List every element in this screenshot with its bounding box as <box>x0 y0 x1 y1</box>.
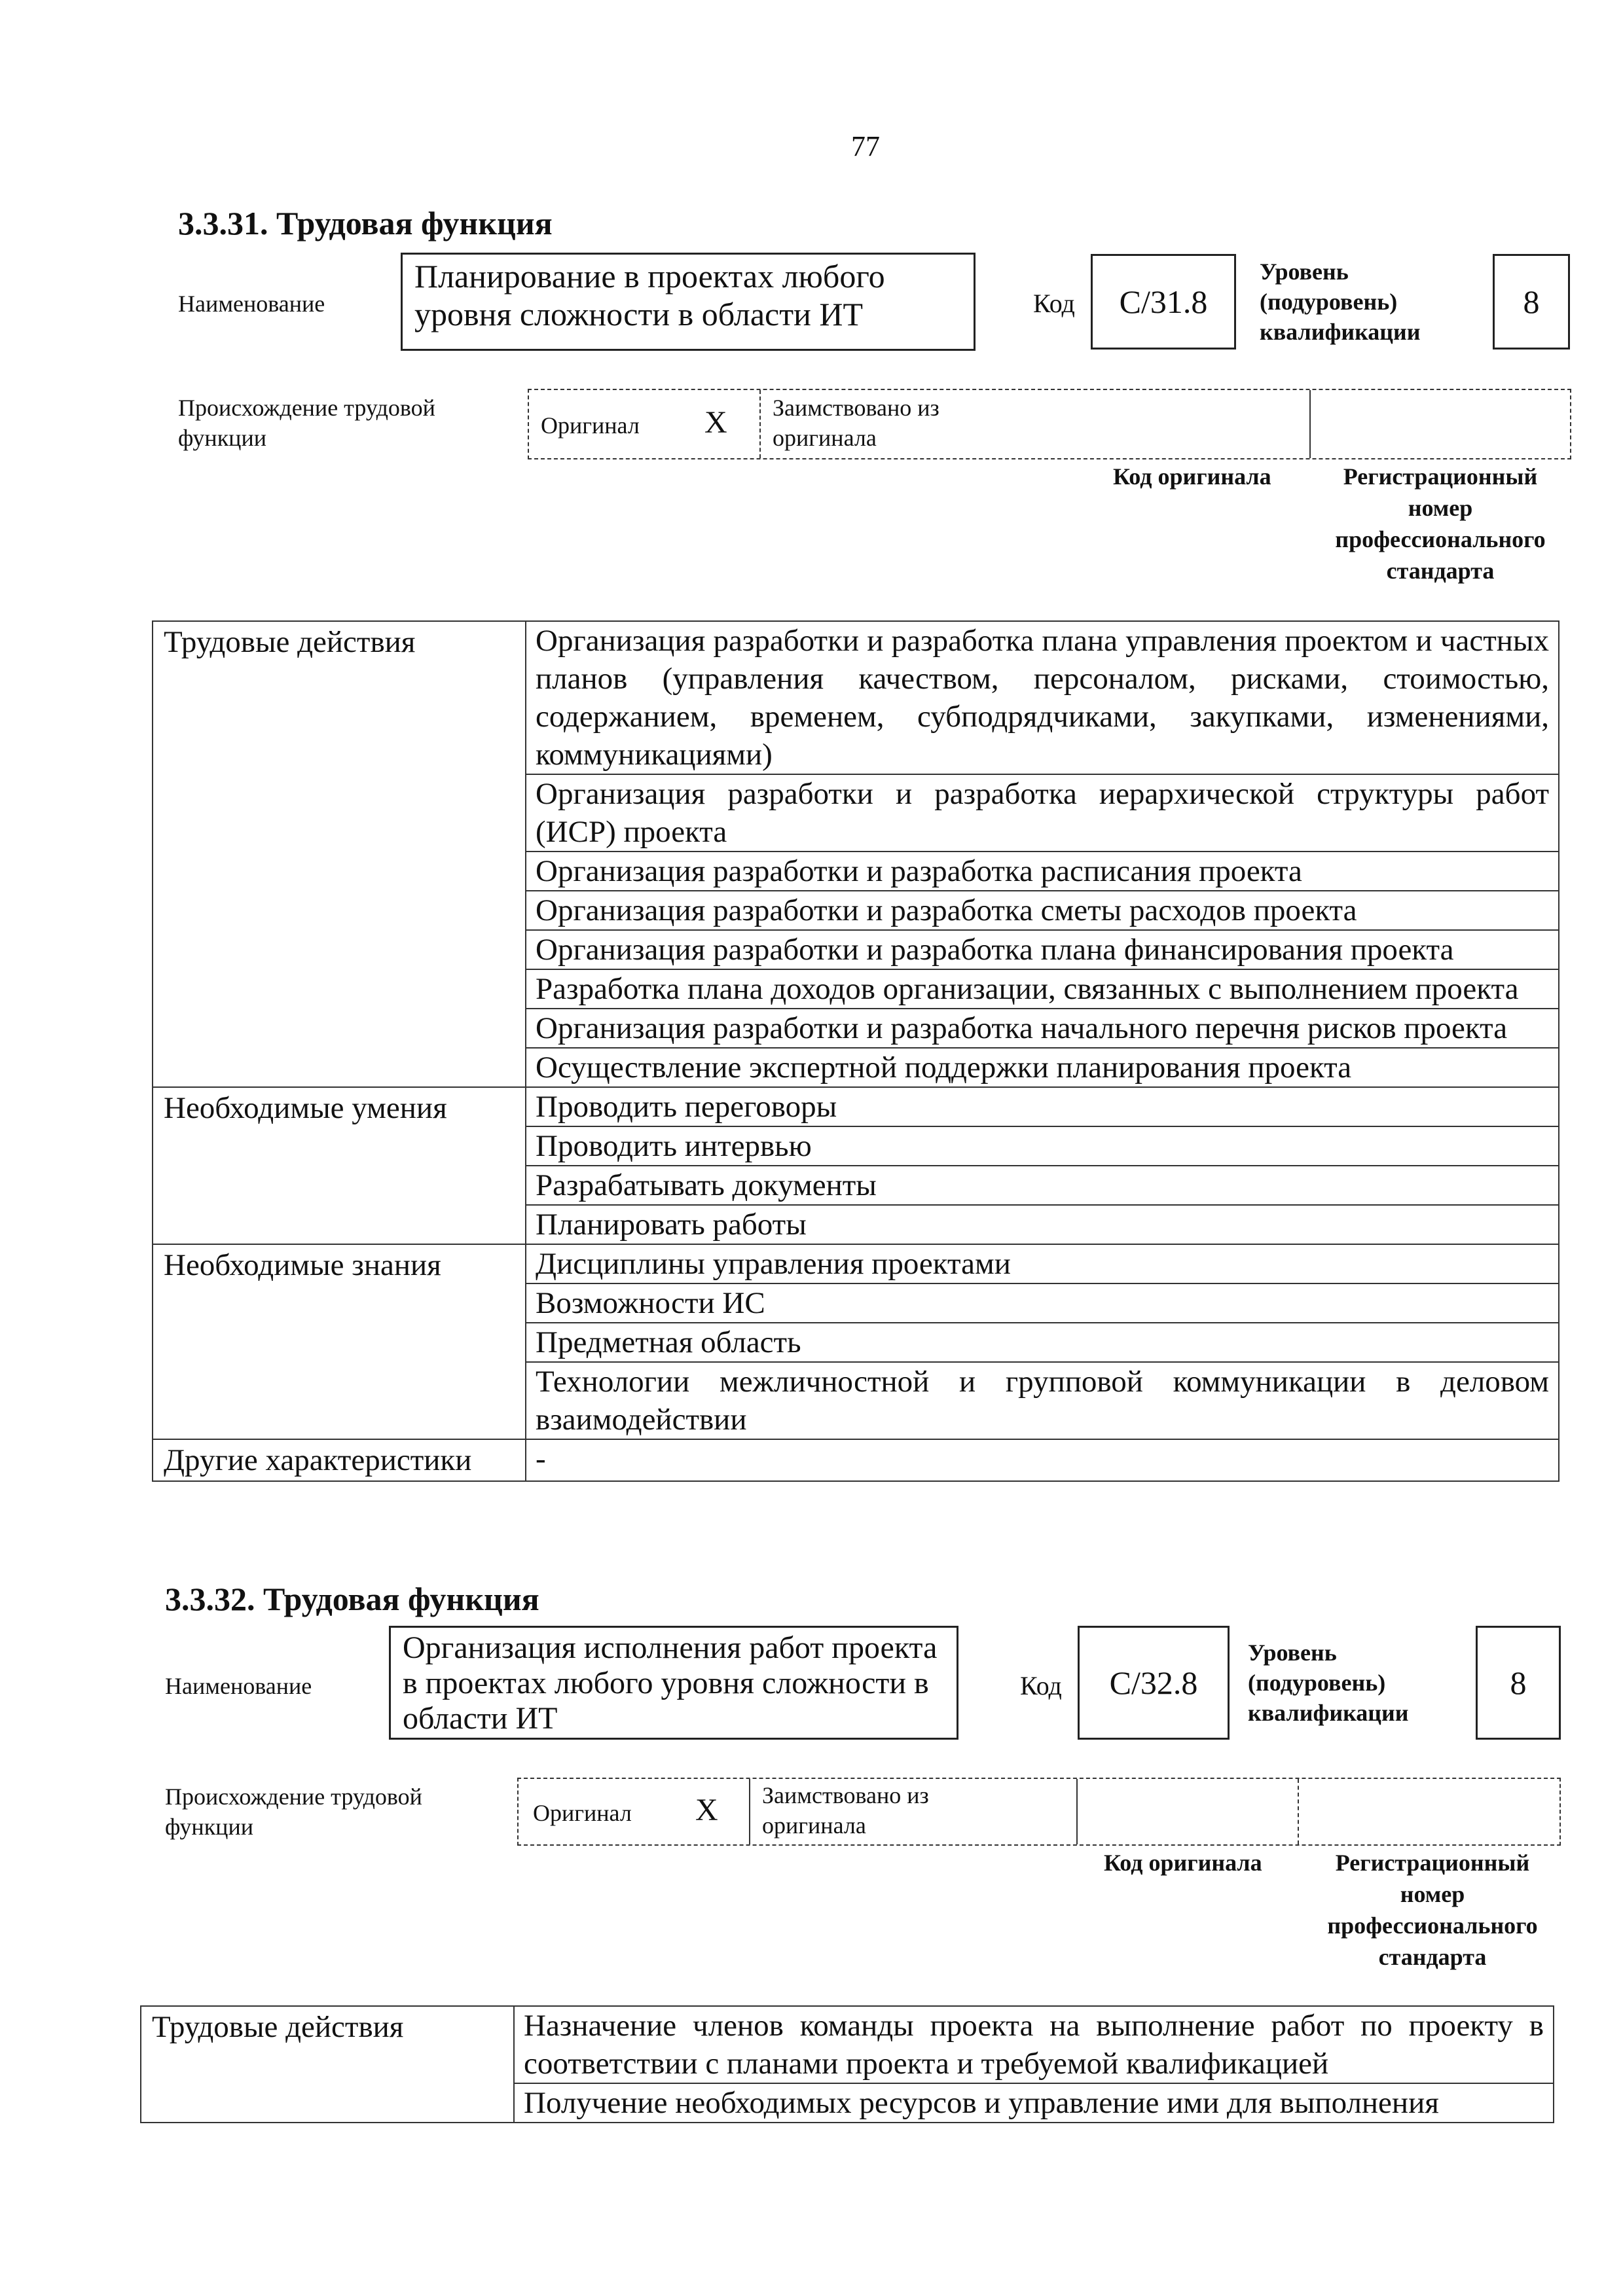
level-value: 8 <box>1510 1664 1527 1701</box>
origin-table <box>517 1778 1561 1846</box>
table-row <box>153 621 1559 774</box>
row-label: Трудовые действия <box>141 2006 514 2123</box>
code-value: C/32.8 <box>1109 1664 1198 1701</box>
divider <box>1076 1779 1079 1844</box>
row-label: Необходимые умения <box>153 1087 526 1244</box>
name-label: Наименование <box>178 291 325 317</box>
code-label: Код <box>1020 1671 1062 1700</box>
table-row <box>153 1244 1559 1283</box>
original-code-label: Код оригинала <box>1104 1850 1262 1876</box>
original-code-label: Код оригинала <box>1113 463 1271 490</box>
function-name-box <box>389 1626 958 1740</box>
origin-label: Происхождение трудовой функции <box>178 395 435 451</box>
table-cell: Организация разработки и разработка плана финансирования проекта <box>526 930 1559 969</box>
function-name-box <box>401 253 976 351</box>
divider <box>759 390 762 458</box>
original-mark: X <box>695 1793 718 1827</box>
table-cell: Разрабатывать документы <box>526 1166 1559 1205</box>
original-label: Оригинал <box>533 1800 632 1826</box>
table-cell: Возможности ИС <box>526 1283 1559 1323</box>
level-label: Уровень (подуровень) квалификации <box>1248 1640 1409 1726</box>
table-cell: Разработка плана доходов организации, связанных с выполнением проекта <box>526 969 1559 1009</box>
reg-number-label: Регистрационный номер профессионального стандарта <box>1335 463 1546 584</box>
table-cell: Технологии межличностной и групповой коммуникации в деловом взаимодействии <box>526 1362 1559 1439</box>
table-row <box>153 1087 1559 1126</box>
level-value: 8 <box>1523 283 1540 320</box>
origin-table <box>528 389 1571 459</box>
section-title: 3.3.32. Трудовая функция <box>165 1581 539 1617</box>
row-label: Другие характеристики <box>153 1439 526 1481</box>
table-cell: Организация разработки и разработка плана управления проектом и частных планов (управления качеством, персоналом, рисками, стоимостью, содержанием, временем, субподрядчиками, закупками, изменениями, коммуникациями) <box>526 621 1559 774</box>
table-cell: Планировать работы <box>526 1205 1559 1244</box>
table-cell: Дисциплины управления проектами <box>526 1244 1559 1283</box>
work-function-table <box>140 2005 1554 2123</box>
code-value: C/31.8 <box>1119 283 1208 320</box>
section-title: 3.3.31. Трудовая функция <box>178 205 553 242</box>
table-cell: Предметная область <box>526 1323 1559 1362</box>
table-cell: Проводить интервью <box>526 1126 1559 1166</box>
page-number: 77 <box>851 130 880 162</box>
reg-number-label: Регистрационный номер профессионального стандарта <box>1327 1850 1538 1970</box>
table-row <box>141 2006 1554 2083</box>
borrowed-label: Заимствовано из оригинала <box>773 395 939 451</box>
table-row <box>153 1439 1559 1481</box>
work-function-table <box>152 620 1559 1482</box>
level-label: Уровень (подуровень) квалификации <box>1260 259 1421 345</box>
divider <box>1309 390 1312 458</box>
table-cell: Получение необходимых ресурсов и управление ими для выполнения <box>514 2083 1554 2123</box>
function-name: Планирование в проектах любого уровня сложности в области ИТ <box>414 258 885 332</box>
table-cell: Организация разработки и разработка начального перечня рисков проекта <box>526 1009 1559 1048</box>
level-box <box>1476 1626 1561 1740</box>
code-label: Код <box>1033 289 1075 318</box>
divider <box>749 1779 752 1844</box>
origin-label: Происхождение трудовой функции <box>165 1784 422 1840</box>
table-cell: Организация разработки и разработка сметы расходов проекта <box>526 891 1559 930</box>
divider <box>1298 1779 1300 1844</box>
borrowed-label: Заимствовано из оригинала <box>762 1782 929 1839</box>
name-label: Наименование <box>165 1673 312 1699</box>
code-box <box>1091 254 1236 350</box>
code-box <box>1078 1626 1230 1740</box>
table-cell: Организация разработки и разработка иерархической структуры работ (ИСР) проекта <box>526 774 1559 852</box>
row-label: Необходимые знания <box>153 1244 526 1439</box>
row-label: Трудовые действия <box>153 621 526 1087</box>
table-cell: Осуществление экспертной поддержки планирования проекта <box>526 1048 1559 1087</box>
level-box <box>1493 254 1570 350</box>
function-name: Организация исполнения работ проекта в проектах любого уровня сложности в области ИТ <box>403 1630 938 1736</box>
table-cell: Назначение членов команды проекта на выполнение работ по проекту в соответствии с планами проекта и требуемой квалификацией <box>514 2006 1554 2083</box>
table-cell: Организация разработки и разработка расписания проекта <box>526 852 1559 891</box>
original-mark: X <box>704 405 727 440</box>
table-cell: Проводить переговоры <box>526 1087 1559 1126</box>
original-label: Оригинал <box>541 412 640 439</box>
table-cell: - <box>526 1439 1559 1481</box>
